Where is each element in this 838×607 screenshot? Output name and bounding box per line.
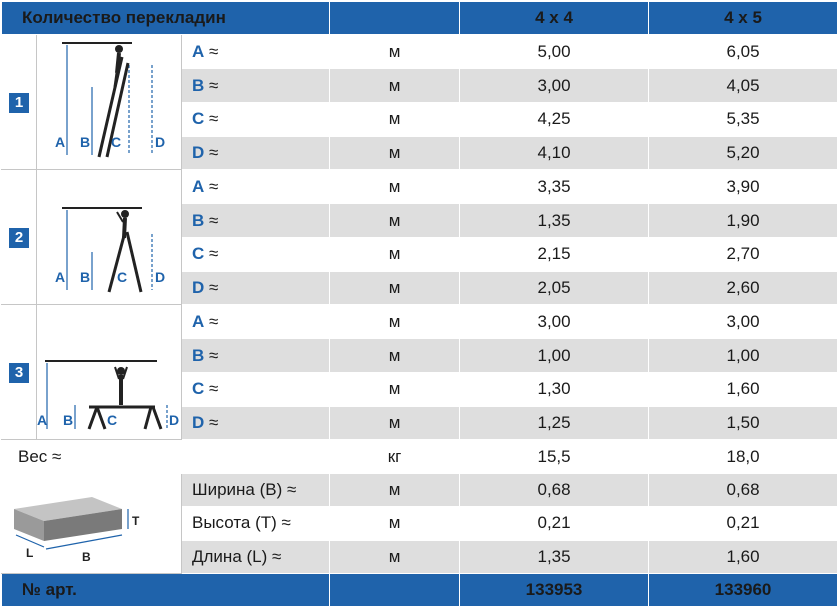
param-cell: A ≈ [182,170,330,204]
unit-cell: м [330,507,460,540]
box-label-t: T [132,514,140,529]
diagram-cell [37,305,182,440]
table-row [2,305,838,339]
diagram-cell [37,35,182,170]
header-blank [330,2,460,35]
label-b: B [63,412,74,429]
value-col-2: 1,60 [649,372,838,406]
value-col-1: 4,10 [460,136,649,170]
value-col-2: 4,05 [649,69,838,103]
dimension-label: Длина (L) ≈ [182,540,330,573]
value-col-2: 0,21 [649,507,838,540]
value-col-2: 1,90 [649,204,838,238]
header-row [2,2,838,35]
article-col-1: 133953 [460,573,649,606]
value-col-2: 0,68 [649,473,838,506]
label-b: B [80,134,91,151]
dimension-label: Высота (T) ≈ [182,507,330,540]
value-col-1: 2,05 [460,271,649,305]
package-diagram-cell [2,473,182,573]
value-col-2: 18,0 [649,440,838,473]
unit-cell: м [330,170,460,204]
diagram-cell [37,170,182,305]
unit-cell: м [330,35,460,69]
table-row [2,473,838,506]
param-cell: D ≈ [182,271,330,305]
position-badge: 3 [9,363,29,383]
spec-table [1,1,838,607]
ladder-platform-diagram [37,305,182,439]
value-col-1: 1,30 [460,372,649,406]
label-b: B [80,269,91,286]
param-cell: A ≈ [182,305,330,339]
weight-row [2,440,838,473]
value-col-1: 0,21 [460,507,649,540]
param-cell: B ≈ [182,204,330,238]
value-col-1: 1,00 [460,339,649,373]
value-col-2: 1,60 [649,540,838,573]
unit-cell: м [330,204,460,238]
table-row [2,170,838,204]
param-cell: C ≈ [182,372,330,406]
weight-label: Вес ≈ [2,440,330,473]
param-cell: B ≈ [182,69,330,103]
ladder-a-frame-diagram [37,170,182,304]
position-badge: 1 [9,93,29,113]
value-col-1: 3,00 [460,305,649,339]
unit-cell: м [330,102,460,136]
label-d: D [155,269,166,286]
unit-cell: м [330,69,460,103]
value-col-2: 2,60 [649,271,838,305]
table-row [2,35,838,69]
value-col-2: 5,20 [649,136,838,170]
header-col-2: 4 x 5 [649,2,838,35]
value-col-1: 2,15 [460,237,649,271]
unit-cell: м [330,406,460,440]
unit-cell: кг [330,440,460,473]
param-cell: A ≈ [182,35,330,69]
unit-cell: м [330,339,460,373]
value-col-1: 3,35 [460,170,649,204]
header-title: Количество перекладин [2,2,330,35]
param-cell: C ≈ [182,102,330,136]
unit-cell: м [330,305,460,339]
position-cell [2,35,37,170]
label-d: D [169,412,180,429]
value-col-1: 1,35 [460,204,649,238]
value-col-1: 1,25 [460,406,649,440]
param-cell: C ≈ [182,237,330,271]
value-col-2: 1,00 [649,339,838,373]
value-col-2: 3,90 [649,170,838,204]
box-label-l: L [26,546,34,561]
value-col-1: 3,00 [460,69,649,103]
value-col-1: 1,35 [460,540,649,573]
label-d: D [155,134,166,151]
unit-cell: м [330,473,460,506]
value-col-1: 15,5 [460,440,649,473]
label-c: C [107,412,118,429]
unit-cell: м [330,271,460,305]
header-col-1: 4 x 4 [460,2,649,35]
label-c: C [111,134,122,151]
param-cell: D ≈ [182,406,330,440]
article-col-2: 133960 [649,573,838,606]
position-cell [2,305,37,440]
unit-cell: м [330,136,460,170]
label-a: A [37,412,48,429]
value-col-2: 1,50 [649,406,838,440]
box-label-b: B [82,550,91,565]
param-cell: D ≈ [182,136,330,170]
value-col-2: 5,35 [649,102,838,136]
position-badge: 2 [9,228,29,248]
value-col-2: 3,00 [649,305,838,339]
unit-cell: м [330,237,460,271]
value-col-1: 5,00 [460,35,649,69]
label-c: C [117,269,128,286]
unit-cell: м [330,372,460,406]
article-label: № арт. [2,573,330,606]
value-col-2: 6,05 [649,35,838,69]
value-col-2: 2,70 [649,237,838,271]
package-box-diagram [2,475,182,571]
ladder-lean-diagram [37,35,182,169]
value-col-1: 4,25 [460,102,649,136]
dimension-label: Ширина (B) ≈ [182,473,330,506]
unit-cell: м [330,540,460,573]
param-cell: B ≈ [182,339,330,373]
label-a: A [55,269,66,286]
value-col-1: 0,68 [460,473,649,506]
label-a: A [55,134,66,151]
position-cell [2,170,37,305]
